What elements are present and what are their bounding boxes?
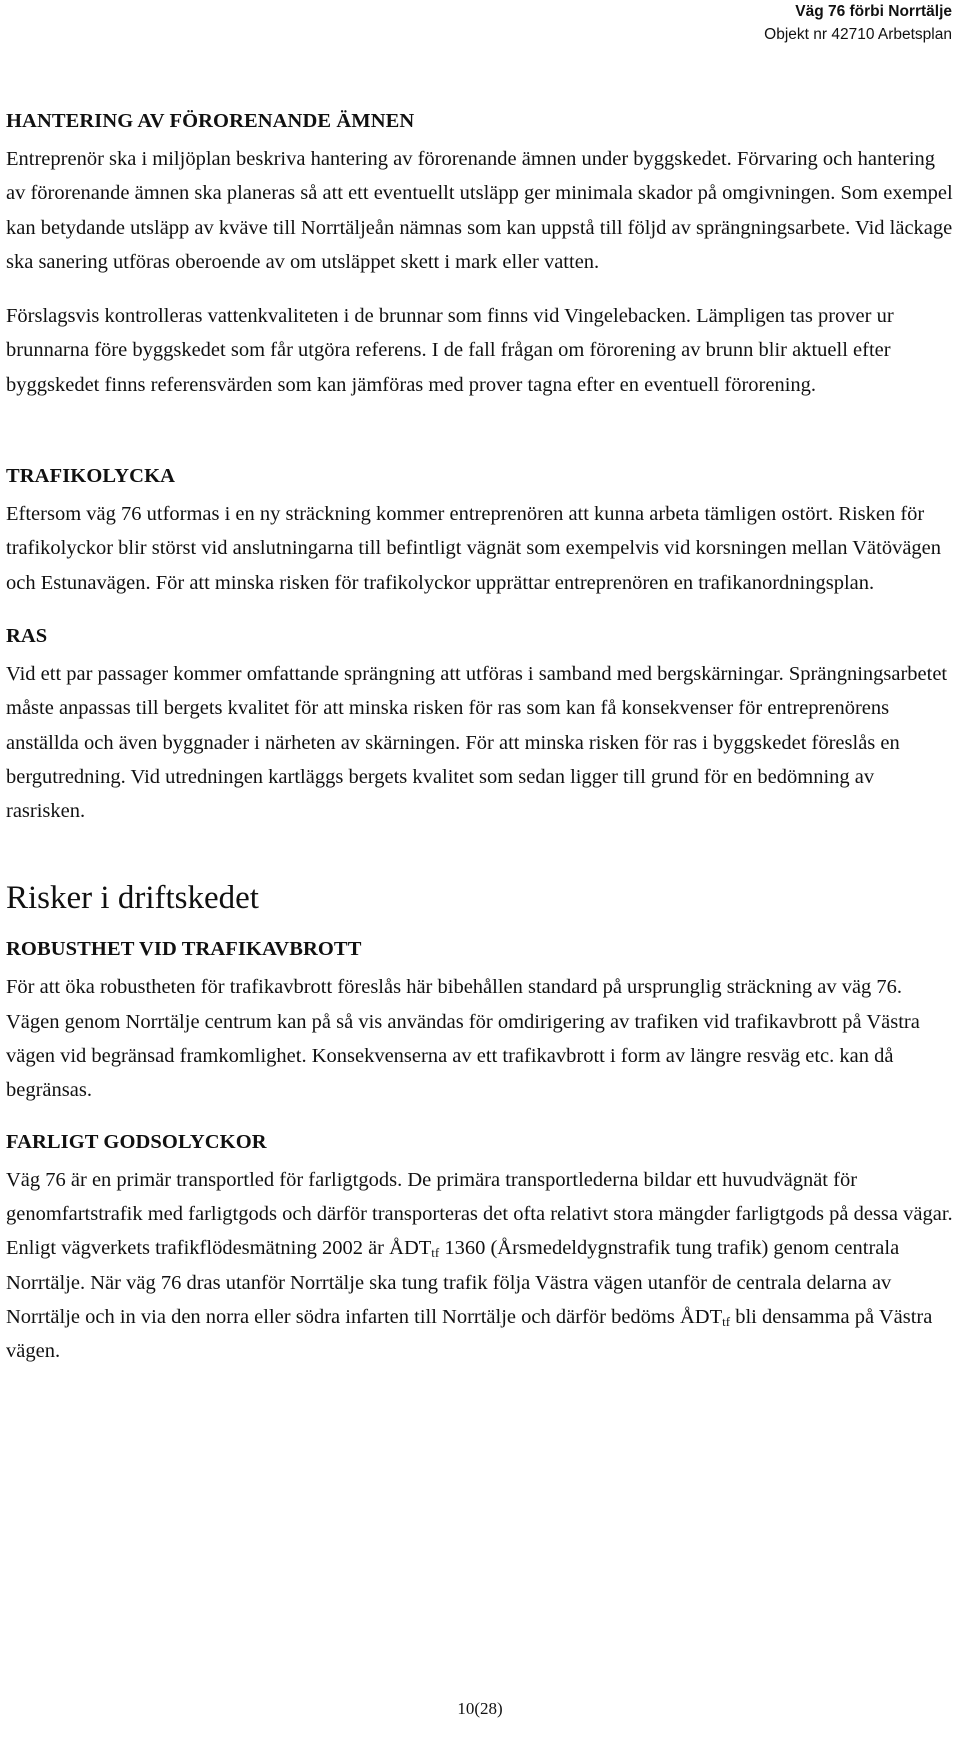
paragraph-trafikolycka: Eftersom väg 76 utformas i en ny sträckning kommer entreprenören att kunna arbeta tämligen ostört. Risken för trafikolyckor blir störst vid anslutningarna till befintligt vägnät som exempelvis vid korsningen mellan Vätövägen och Estunavägen. För att minska risken för trafikolyckor upprättar entreprenören en trafikanordningsplan. bbox=[6, 503, 942, 594]
section-heading-hantering: HANTERING AV FÖRORENANDE ÄMNEN bbox=[6, 110, 415, 132]
paragraph-hantering-2: Förslagsvis kontrolleras vattenkvaliteten i de brunnar som finns vid Vingelebacken. Lämpligen tas prover ur brunnarna före byggskedet som får utgöra referens. I de fall frågan om förorening av brunn blir aktuell efter byggskedet finns referensvärden som kan jämföras med prover tagna efter en eventuell förorening. bbox=[6, 305, 894, 396]
document-body bbox=[6, 108, 954, 1368]
section-heading-ras: RAS bbox=[6, 624, 48, 647]
chapter-heading-driftskedet: Risker i driftskedet bbox=[6, 880, 259, 917]
paragraph-robusthet: För att öka robustheten för trafikavbrott föreslås här bibehållen standard på ursprunglig sträckning av väg 76. Vägen genom Norrtälje centrum kan på så vis användas för omdirigering av trafiken vid trafikavbrott på Västra vägen vid begränsad framkomlighet. Konsekvenserna av ett trafikavbrott i form av längre resväg etc. kan då begränsas. bbox=[6, 976, 920, 1102]
paragraph-farligt-gods-part-1: Väg 76 är en primär transportled för farligtgods. De primära transportlederna bildar ett huvudvägnät för genomfartstrafik med farligtgods och därför transporteras det ofta relativt stora mängder farligtgods på dessa vägar. Enligt vägverkets trafikflödesmätning 2002 är ÅDT bbox=[6, 1168, 953, 1260]
paragraph-hantering-1: Entreprenör ska i miljöplan beskriva hantering av förorenande ämnen under byggskedet. Förvaring och hantering av förorenande ämnen ska planeras så att ett eventuellt utsläpp ger minimala skador på omgivningen. Som exempel kan betydande utsläpp av kväve till Norrtäljeån nämnas som kan uppstå till följd av sprängningsarbete. Vid läckage ska sanering utföras oberoende av om utsläppet skett i mark eller vatten. bbox=[6, 148, 953, 273]
paragraph-farligt-gods bbox=[6, 1163, 954, 1369]
page-number: 10(28) bbox=[457, 1699, 503, 1718]
paragraph-farligt-gods-part-3: bli densamma på Västra vägen. bbox=[6, 1305, 933, 1363]
section-heading-farligt-gods: FARLIGT GODSOLYCKOR bbox=[6, 1130, 267, 1153]
section-heading-robusthet: ROBUSTHET VID TRAFIKAVBROTT bbox=[6, 938, 362, 961]
section-heading-trafikolycka: TRAFIKOLYCKA bbox=[6, 465, 176, 488]
header-title: Väg 76 förbi Norrtälje bbox=[795, 3, 952, 20]
paragraph-farligt-gods-part-2: 1360 (Årsmedeldygnstrafik tung trafik) genom centrala Norrtälje. När väg 76 dras utanför Norrtälje ska tung trafik följa Västra vägen utanför de centrala delarna av Norrtälje och in via den norra eller södra infarten till Norrtälje och därför bedöms ÅDT bbox=[6, 1237, 900, 1328]
paragraph-ras: Vid ett par passager kommer omfattande sprängning att utföras i samband med bergskärningar. Sprängningsarbetet måste anpassas till bergets kvalitet för att minska risken för ras som kan få konsekvenser för entreprenörens anställda och även byggnader i närheten av skärningen. För att minska risken för ras i byggskedet föreslås en bergutredning. Vid utredningen kartläggs bergets kvalitet som sedan ligger till grund för en bedömning av rasrisken. bbox=[6, 662, 948, 823]
header-subtitle: Objekt nr 42710 Arbetsplan bbox=[764, 26, 952, 43]
page-header bbox=[764, 0, 952, 46]
subscript-tf: tf bbox=[722, 1313, 731, 1329]
subscript-tf: tf bbox=[431, 1245, 440, 1261]
